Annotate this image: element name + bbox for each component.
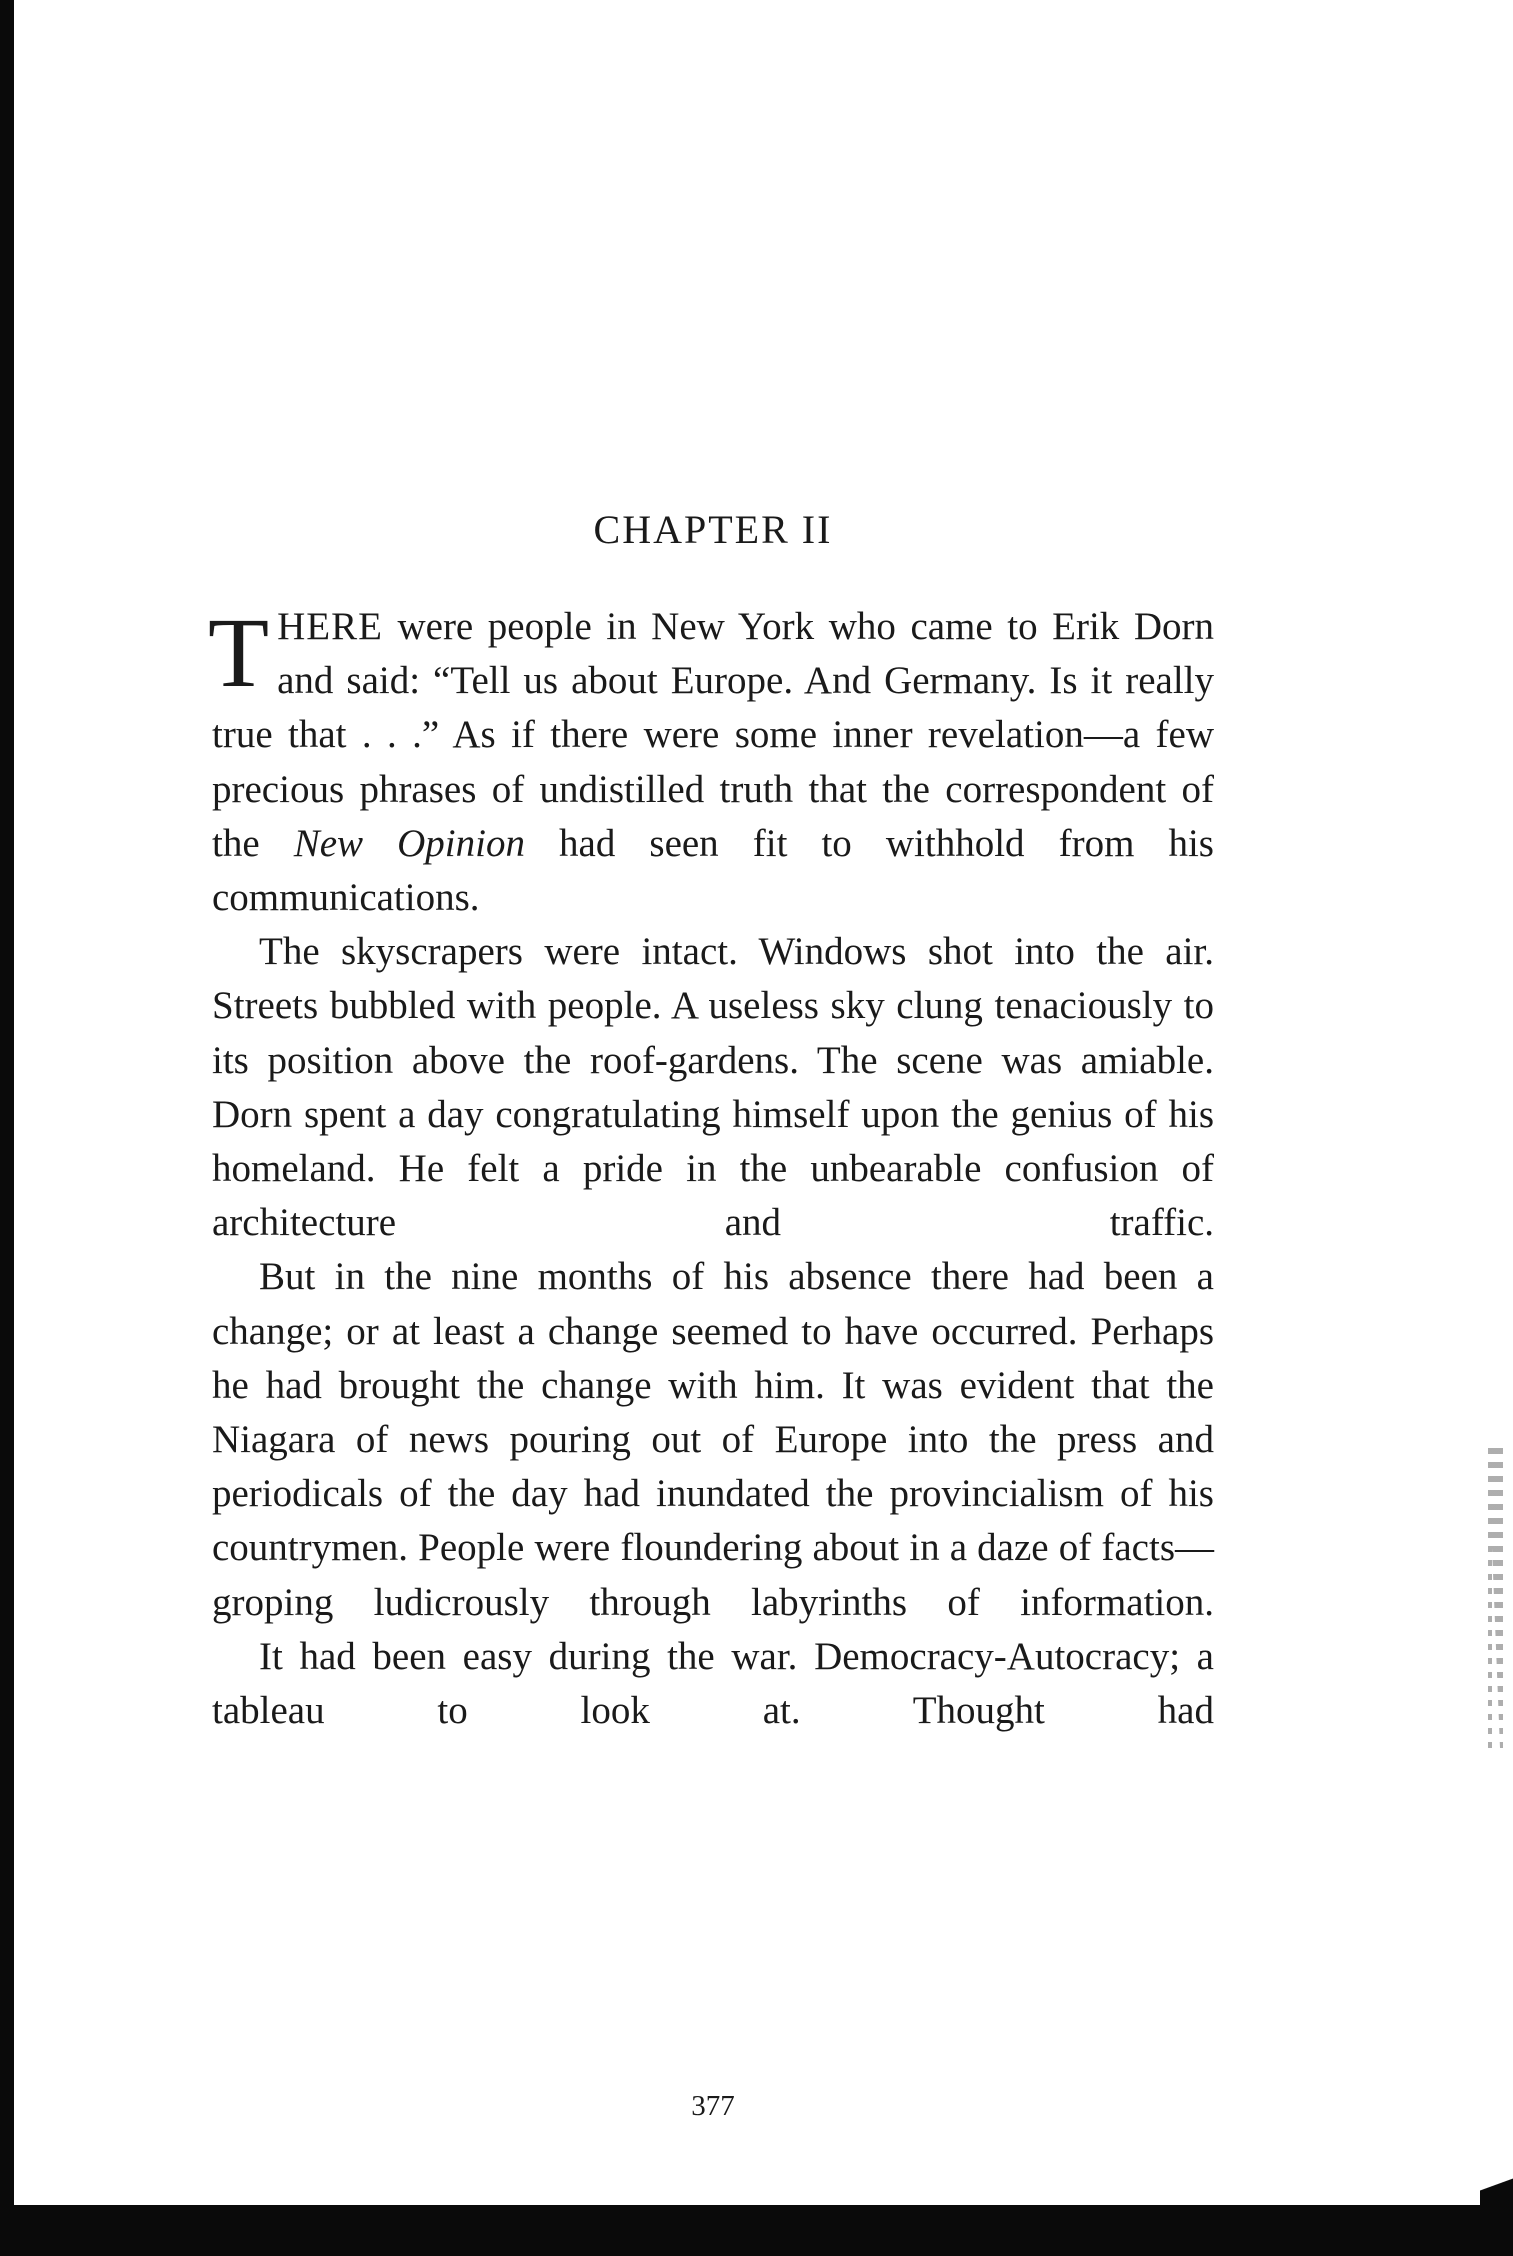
publication-title: New Opinion bbox=[293, 821, 525, 865]
paragraph-1 bbox=[208, 597, 1214, 925]
paragraph-2: The skyscrapers were intact. Windows shot into the air. Streets bubbled with people. A useless sky clung tenaciously to its position above the roof-gardens. The scene was amiable. Dorn spent a day congratulating himself upon the genius of his homeland. He felt a pride in the unbearable confusion of architecture and traffic. bbox=[212, 930, 1214, 1245]
paragraph-1-text-end: had seen fit to withhold from his communications. bbox=[212, 821, 1214, 920]
small-caps-lead: HERE bbox=[277, 605, 383, 648]
scan-edge-corner bbox=[1480, 2155, 1513, 2207]
scan-border-left bbox=[0, 0, 14, 2256]
paragraph-4: It had been easy during the war. Democracy-Autocracy; a tableau to look at. Thought had bbox=[212, 1634, 1214, 1733]
chapter-title: CHAPTER II bbox=[593, 507, 833, 552]
page-number: 377 bbox=[691, 2090, 735, 2122]
chapter-body bbox=[208, 597, 1214, 1738]
paragraph-3: But in the nine months of his absence there had been a change; or at least a change seemed to have occurred. Perhaps he had brought the change with him. It was evident that the Niagara of news pouring out of Europe into the press and periodicals of the day had inundated the provincialism of his countrymen. People were floundering about in a daze of facts—groping ludicrously through labyrinths of information. bbox=[212, 1255, 1214, 1624]
scan-border-bottom bbox=[0, 2205, 1513, 2256]
gutter-marks bbox=[1488, 1448, 1508, 1748]
paragraph-1-text: were people in New York who came to Erik Dorn and said: “Tell us about Europe. And Germany. Is it really true that . . .” As if there were some inner revelation—a few precious phrases of undistilled truth that the correspondent of the bbox=[212, 605, 1214, 865]
drop-cap: T bbox=[208, 597, 270, 708]
